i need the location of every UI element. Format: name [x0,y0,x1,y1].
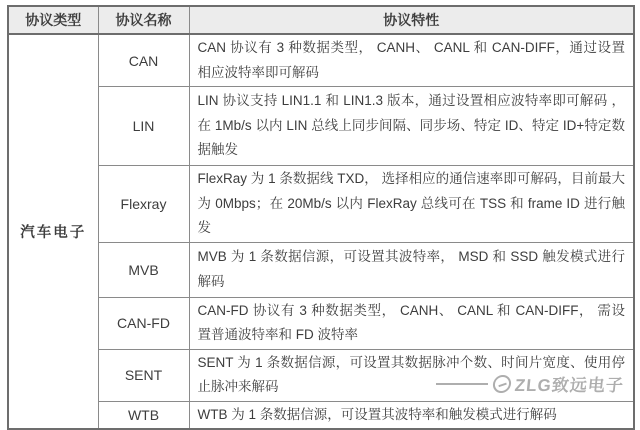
protocol-feature-cell: CAN-FD 协议有 3 种数据类型， CANH、 CANL 和 CAN-DIFF， 需设置普通波特率和 FD 波特率 [189,297,634,349]
category-cell: 汽车电子 [8,34,98,429]
table-row [8,242,634,297]
header-cell-protocol-name: 协议名称 [98,6,189,34]
protocol-feature-cell: MVB 为 1 条数据信源，可设置其波特率， MSD 和 SSD 触发模式进行解码 [189,242,634,297]
protocol-name-cell: WTB [98,401,189,429]
protocol-name-cell: CAN [98,34,189,87]
protocol-name-cell: Flexray [98,166,189,243]
table-row [8,401,634,429]
table-row [8,34,634,87]
protocol-name-cell: CAN-FD [98,297,189,349]
protocol-name-cell: MVB [98,242,189,297]
header-cell-protocol-type: 协议类型 [8,6,98,34]
table-row [8,349,634,401]
table-row [8,297,634,349]
protocol-feature-cell: LIN 协议支持 LIN1.1 和 LIN1.3 版本，通过设置相应波特率即可解码 ， 在 1Mb/s 以内 LIN 总线上同步间隔、同步场、特定 ID、特定 ID+特定数据触发 [189,87,634,166]
protocol-feature-cell: WTB 为 1 条数据信源，可设置其波特率和触发模式进行解码 [189,401,634,429]
protocol-feature-cell: SENT 为 1 条数据信源，可设置其数据脉冲个数、时间片宽度、使用停止脉冲来解码 [189,349,634,401]
table-row [8,87,634,166]
header-cell-protocol-feature: 协议特性 [189,6,634,34]
protocol-name-cell: LIN [98,87,189,166]
protocol-table [7,5,635,430]
watermark-text: ZLG致远电子 [513,376,625,395]
header-row [8,6,634,34]
protocol-feature-cell: CAN 协议有 3 种数据类型， CANH、 CANL 和 CAN-DIFF，通过设置相应波特率即可解码 [189,34,634,87]
protocol-feature-cell: FlexRay 为 1 条数据线 TXD， 选择相应的通信速率即可解码，目前最大为 0Mbps；在 20Mb/s 以内 FlexRay 总线可在 TSS 和 frame ID 进行触发 [189,166,634,243]
protocol-name-cell: SENT [98,349,189,401]
table-row [8,166,634,243]
